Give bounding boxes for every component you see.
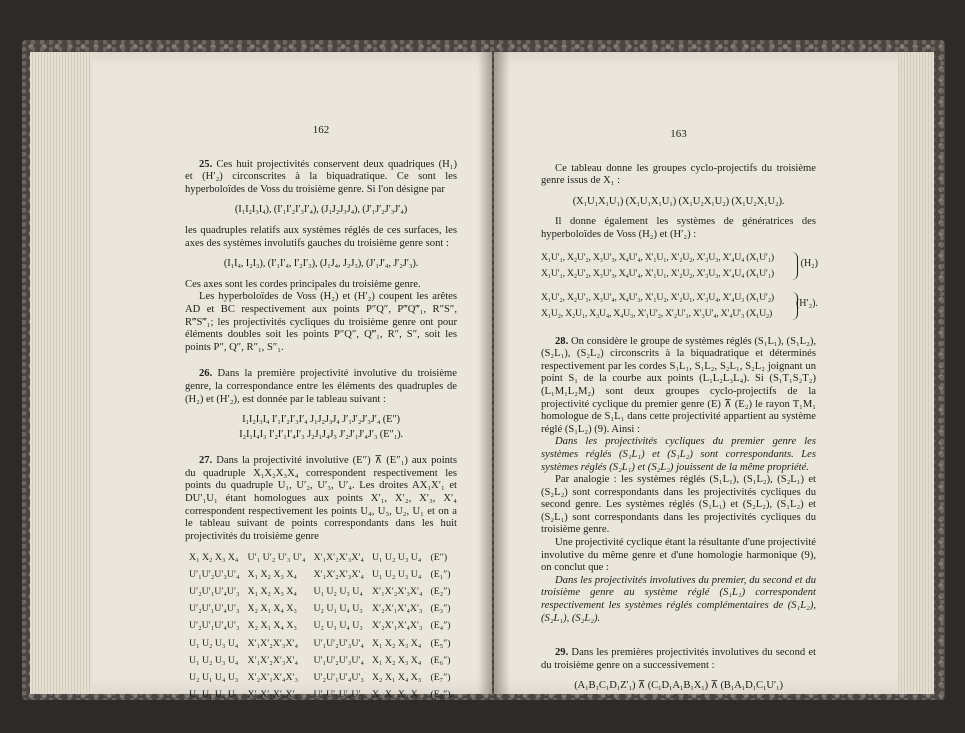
section-29-formula-1: (A₁B₁C₁D₁Z′₁) ⊼ (C₁D₁A₁B₁X₁) ⊼ (B₁A₁D₁C₁U′₁) (574, 680, 783, 692)
table-cell: U₁ U₂ U₃ U₄ (371, 568, 422, 580)
table-cell: (E₁″) (430, 568, 451, 580)
section-26-paragraph-1 (185, 368, 457, 406)
left-page-text (185, 124, 457, 704)
h2-line-1: X₁U′₁, X₂U′₂, X₃U′₃, X₄U′₄, X′₁U₁, X′₂U₂, X′₃U₃, X′₄U₄ (X₁U′₁) (541, 251, 774, 263)
table-cell: U′₁ U′₂ U′₃ U′₄ (247, 551, 306, 563)
left-page-edges (30, 52, 92, 694)
h2-label: (H₂) (800, 257, 818, 269)
table-cell: (E″) (430, 551, 448, 563)
table-cell: X′₂X′₁X′₄X′₃ (247, 672, 299, 684)
table-cell: X₁ X₂ X₃ X₄ (371, 654, 422, 666)
section-25-paragraph-4: Les hyperboloïdes de Voss (H₂) et (H′₂) coupent les arêtes AD et BC respectivement aux points P″Q″, P‴Q‴₁, R″S″, R‴S‴₁; les projectivités cycliques du troisième genre ont pour éléments doubles soit les points P″Q″, Q‴₁, R″, S″, soit les points P″, Q″, R″₁, S″₁. (185, 291, 457, 353)
section-27-paragraph-1 (185, 455, 457, 543)
section-25-paragraph-2: les quadruples relatifs aux systèmes réglés de ces surfaces, les axes des systèmes involutifs gauches du troisième genre sont : (185, 224, 457, 249)
table-cell: U′₂U′₁U′₄U′₃ (313, 672, 364, 684)
section-26-row-1: I₁I₂I₃I₄ I′₁I′₂I′₃I′₄ J₁J₂J₃J₄ J′₁J′₂J′₃J′₄ (E″) (242, 414, 400, 426)
table-row (185, 670, 457, 687)
table-cell: U′₁U′₂U′₃U′₄ (313, 654, 364, 666)
table-row (185, 584, 457, 601)
table-row (185, 567, 457, 584)
h2-line-2: X₁U′₁, X₂U′₂, X₃U′₃, X₄U′₄, X′₁U₁, X′₂U₂, X′₃U₃, X′₄U₄ (X₁U′₁) (541, 267, 774, 279)
table-cell: X′₁X′₂X′₃X′₄ (313, 568, 364, 580)
table-cell: U′₂U′₁U′₄U′₃ (313, 689, 364, 701)
section-27-text-1: Dans la projectivité involutive (E″) ⊼ (E″₁) aux points du quadruple X₁X₂X₃X₄ correspondent respectivement les points du quadruple U₁, U′₂, U′₃, U′₄. Les droites AX₁X′₁ et DU′₁U₁ étant homologues aux points X′₁, X′₂, X′₃, X′₄ correspondent respectivement les points U₄, U₃, U₂, U₁ et on a le tableau suivant de points correspondants dans les huit projectivités du troisième genre (185, 455, 458, 542)
table-cell: X′₁X′₂X′₃X′₄ (247, 654, 299, 666)
section-26-text-1: Dans la première projectivité involutive du troisième genre, la correspondance entre les éléments des quadruples de (H₂) et (H′₂), est donnée par le tableau suivant : (185, 368, 457, 405)
table-cell: U₁ U₂ U₃ U₄ (189, 654, 239, 666)
section-25-number: 25. (199, 158, 213, 170)
table-cell: U′₁U′₂U′₃U′₄ (189, 568, 240, 580)
hyperboloid-h2-prime-generators (541, 290, 816, 322)
section-28-theorem-1: Dans les projectivités cycliques du premier genre les systèmes réglés (S₁L₁) et (S₁L₂) sont correspondants. Les systèmes réglés (S₂L₁) et (S₂L₂) jouissent de la même propriété. (541, 436, 816, 473)
table-cell: U′₂U′₁U′₄U′₃ (189, 603, 240, 615)
table-cell: X₂ X₁ X₄ X₃ (247, 620, 297, 632)
table-cell: X₁ X₂ X₃ X₄ (247, 568, 297, 580)
section-26-number: 26. (199, 368, 213, 380)
book-gutter (478, 52, 510, 694)
table-cell: X₂ X₁ X₄ X₃ (247, 603, 297, 615)
table-row (185, 653, 457, 670)
table-cell: U′₂U′₁U′₄U′₃ (189, 620, 240, 632)
section-25-text-1: Ces huit projectivités conservent deux quadriques (H₁) et (H′₂) circonscrites à la biquadratique. Ce sont les hyperboloïdes de Voss du troisième genre. Si l'on désigne par (185, 158, 457, 195)
table-cell: X₂ X₁ X₄ X₃ (371, 689, 422, 701)
section-27-number: 27. (199, 455, 213, 467)
section-25-paragraph-1 (185, 159, 457, 197)
table-cell: X′₂X′₁X′₄X′₃ (371, 603, 423, 615)
hyperboloid-h2-generators (541, 250, 816, 282)
right-page-text (541, 128, 816, 701)
section-28-text-1: On considère le groupe de systèmes réglés (S₁L₁), (S₁L₂), (S₂L₁), (S₂L₂) circonscrits à la biquadratique et déterminés respectivement par les cordes S₁L₁, S₁L₂, S₂L₁, S₂L₂ joignant un point S₁ de la courbe aux points (L₁L₂L₃L₄). Si (S₁T₁S₂T₂) (L₁M₁L₂M₂) sont deux groupes cyclo-projectifs de la projectivité cyclique du premier genre (E) ⊼ (E₂) le rayon T₁M₁ homologue de S₁L₁ dans cette projectivité appartient au système réglé (S₁L₂) (9). Ainsi : (541, 335, 816, 435)
table-cell: U₁ U₂ U₃ U₄ (189, 637, 239, 649)
table-cell: U₂ U₁ U₄ U₃ (189, 672, 239, 684)
table-cell: U′₂U′₁U′₄U′₃ (189, 586, 240, 598)
table-cell: U₁ U₂ U₃ U₄ (371, 551, 422, 563)
table-cell: U′₁U′₂U′₃U′₄ (313, 637, 364, 649)
table-cell: (E₆″) (430, 654, 451, 666)
table-cell: (E₈″). (430, 689, 453, 701)
section-28-theorem-2: Dans les projectivités involutives du premier, du second et du troisième genre au système réglé (S₁L₁) correspondent respectivement les systèmes réglés complémentaires de (S₁L₂), (S₂L₁), (S₂L₂). (541, 574, 816, 624)
section-28-paragraph-1 (541, 336, 816, 437)
section-25-formula-1: (I₁I₂I₃I₄), (I′₁I′₂I′₃I′₄), (J₁J₂J₃J₄), (J′₁J′₂J′₃J′₄) (234, 204, 408, 216)
table-cell: X′₂X′₁X′₄X′₃ (247, 689, 299, 701)
table-row (185, 601, 457, 618)
table-row (185, 635, 457, 652)
section-25-paragraph-3: Ces axes sont les cordes principales du troisième genre. (185, 278, 421, 290)
section-29-paragraph-1 (541, 647, 816, 672)
section-29-text-1: Dans les premières projectivités involutives du second et du troisième genre on a successivement : (541, 647, 816, 671)
page-number-left: 162 (312, 124, 330, 136)
right-page-edges (898, 52, 934, 694)
right-paragraph-2: Il donne également les systèmes de génératrices des hyperboloïdes de Voss (H₂) et (H′₂) : (541, 216, 816, 240)
table-cell: X₂ X₁ X₄ X₃ (371, 672, 422, 684)
table-cell: U₂ U₁ U₄ U₃ (313, 603, 363, 615)
table-row (185, 687, 457, 704)
section-26-row-2: I₂I₁I₄I₃ I′₂I′₁I′₄I′₃ J₂J₁J₄J₃ J′₂J′₁J′₄J′₃ (E″₁). (239, 428, 403, 440)
right-paragraph-1: Ce tableau donne les groupes cyclo-projectifs du troisième genre issus de X₁ : (541, 162, 816, 187)
table-cell: U₂ U₁ U₄ U₃ (313, 620, 363, 632)
table-cell: X₁ X₂ X₃ X₄ (189, 551, 239, 563)
table-cell: (E₂″) (430, 586, 451, 598)
table-cell: X′₁X′₂X′₃X′₄ (371, 586, 423, 598)
table-row (185, 618, 457, 635)
table-cell: (E₇″) (430, 672, 451, 684)
table-cell: X₁ X₂ X₃ X₄ (371, 637, 422, 649)
section-27-table (185, 549, 457, 704)
table-cell: U₂ U₁ U₄ U₃ (189, 689, 239, 701)
table-cell: (E₄″) (430, 620, 451, 632)
right-formula-1: (X₁U₁X₁U₁) (X₁U₁X₁U₁) (X₁U₂X₁U₂) (X₁U₂X₁U₂). (572, 195, 785, 207)
section-28-number: 28. (555, 335, 569, 347)
table-cell: X′₁X′₂X′₃X′₄ (247, 637, 299, 649)
section-25-formula-2: (I₁I₄, I₂I₃), (I′₁I′₄, I′₂I′₃), (J₁J₄, J₂J₃), (J′₁J′₄, J′₂J′₃). (223, 258, 419, 270)
table-cell: (E₅″) (430, 637, 451, 649)
table-cell: U₁ U₂ U₃ U₄ (313, 586, 363, 598)
table-cell: X₁ X₂ X₃ X₄ (247, 586, 297, 598)
h2-prime-label: (H′₂). (795, 297, 818, 309)
page-number-right: 163 (670, 128, 687, 140)
table-row (185, 549, 457, 566)
table-cell: (E₃″) (430, 603, 451, 615)
section-28-paragraph-2: Par analogie : les systèmes réglés (S₁L₁), (S₁L₂), (S₂L₁) et (S₂L₂) sont correspondants dans les projectivités cycliques du second genre. Les systèmes réglés (S₁L₁) et (S₂L₂), (S₁L₂) et (S₂L₁) sont correspondants dans les projectivités cycliques du troisième genre. (541, 474, 816, 536)
brace-icon (791, 252, 798, 280)
table-cell: X′₁X′₂X′₃X′₄ (313, 551, 364, 563)
section-29-number: 29. (555, 647, 569, 659)
table-cell: X′₂X′₁X′₄X′₃ (371, 620, 423, 632)
section-28-paragraph-3: Une projectivité cyclique étant la résultante d'une projectivité involutive du même genre et d'une homologie harmonique (9), on conclut que : (541, 537, 816, 574)
h2-prime-line-1: X₁U′₂, X₂U′₁, X₃U′₄, X₄U′₃, X′₁U₂, X′₂U₁, X′₃U₄, X′₄U₃ (X₁U′₂) (541, 291, 774, 303)
h2-prime-line-2: X₁U₂, X₂U₁, X₃U₄, X₄U₃, X′₁U′₂, X′₂U′₁, X′₃U′₄, X′₄U′₃ (X₁U₂) (541, 307, 772, 319)
